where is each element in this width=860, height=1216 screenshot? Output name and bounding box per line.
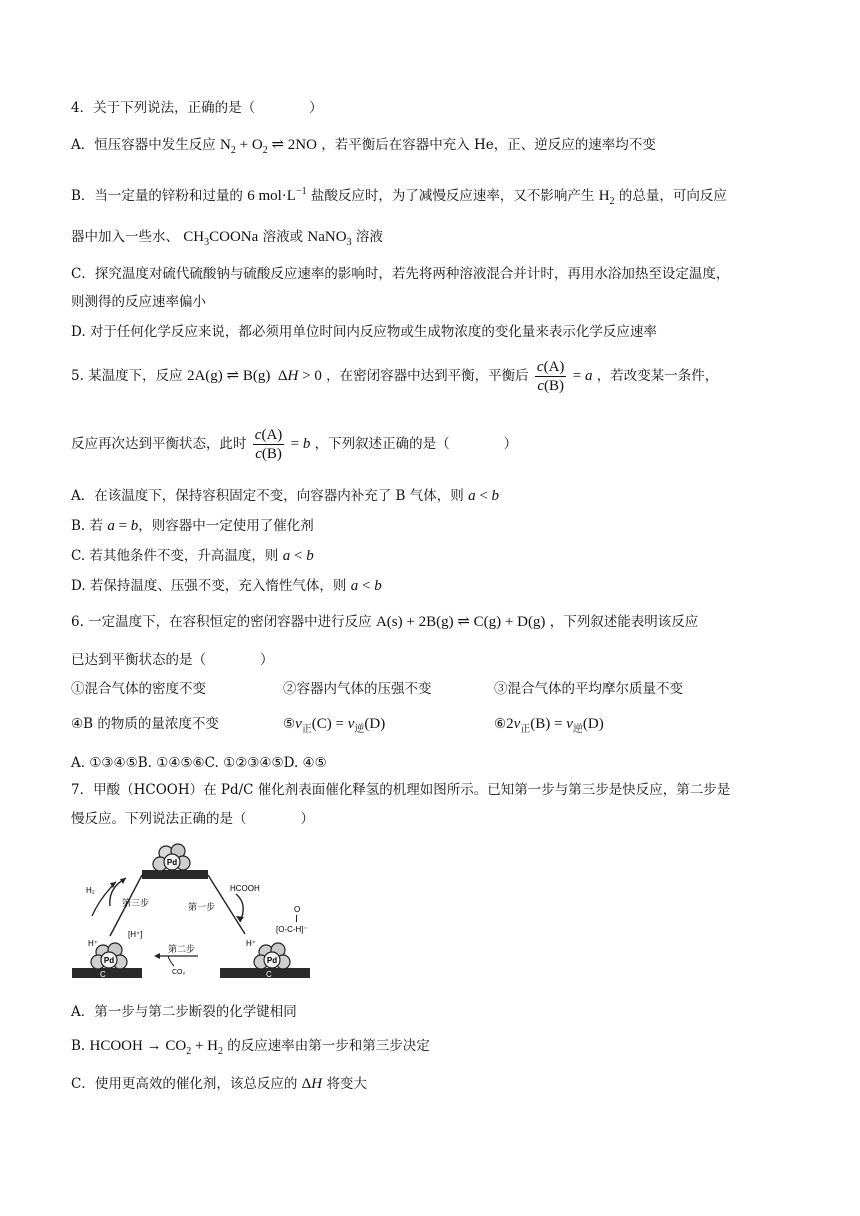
label-ocoh: [O-C-H]⁻ [276, 925, 308, 934]
label-h2: H₂ [86, 886, 95, 895]
q6-stem-cont: 已达到平衡状态的是（ ） [71, 652, 274, 668]
q7-stem: 7．甲酸（HCOOH）在 Pd/C 催化剂表面催化释氢的机理如图所示。已知第一步与第三步是快反应，第二步是 [71, 782, 731, 798]
q7-option-b: B. HCOOH → $CO_2 + H_2$ 的反应速率由第一步和第三步决定 [71, 1038, 430, 1057]
q4-option-c: C．探究温度对硫代硫酸钠与硫酸反应速率的影响时，若先将两种溶液混合并计时，再用水浴加热至设定温度， [71, 266, 730, 282]
q6-option-5: $⑤v_正(C) = v_逆(D)$ [283, 716, 386, 735]
q7-option-c: C．使用更高效的催化剂，该总反应的 ΔH 将变大 [71, 1076, 367, 1092]
q6-answers: A. ①③④⑤B. ①④⑤⑥C. ①②③④⑤D. ④⑤ [71, 755, 327, 771]
q6-options-row2 [71, 714, 791, 736]
q5-option-d: D. 若保持温度、压强不变，充入惰性气体，则 a < b [71, 578, 382, 594]
q4-option-b: B．当一定量的锌粉和过量的 6 $mol\cdot L^{-1}$ 盐酸反应时，为了减慢反应速率，又不影响产生 $H_2$ 的总量，可向反应 [71, 186, 727, 207]
label-step2: 第二步 [168, 945, 196, 955]
q6-option-4: ④B 的物质的量浓度不变 [71, 716, 219, 732]
label-hcooh: HCOOH [230, 884, 260, 893]
svg-text:Pd: Pd [166, 858, 178, 867]
q6-option-3: ③混合气体的平均摩尔质量不变 [494, 681, 683, 697]
q5-stem-cont: 反应再次达到平衡状态，此时 $\frac{c(A)}{c(B)}$ = b ，下列叙述正确的是（ ） [71, 427, 518, 462]
fraction-ca-cb: $\frac{c(A)}{c(B)}$ [536, 359, 565, 394]
q4-option-a: A．恒压容器中发生反应 $N_2 + O_2$ ⇌ 2NO ，若平衡后在容器中充入 He，正、逆反应的速率均不变 [71, 137, 656, 156]
label-step1: 第一步 [188, 903, 216, 913]
label-co2: CO₂ [172, 969, 186, 976]
q5-option-b: B. 若 a = b，则容器中一定使用了催化剂 [71, 518, 314, 534]
q4-option-c-cont: 则测得的反应速率偏小 [71, 294, 206, 310]
q4-option-d: D. 对于任何化学反应来说，都必须用单位时间内反应物或生成物浓度的变化量来表示化学反应速率 [71, 324, 657, 340]
q6-stem: 6. 一定温度下，在容积恒定的密闭容器中进行反应 A(s) + 2B(g) ⇌ C(g) + D(g) ，下列叙述能表明该反应 [71, 614, 699, 630]
q4-stem: 4．关于下列说法，正确的是（ ） [71, 100, 323, 116]
q7-stem-cont: 慢反应。下列说法正确的是（ ） [71, 811, 314, 827]
carbon-support-top [142, 870, 208, 879]
pd-cluster-top [153, 844, 190, 871]
fraction-ca-cb-2: $\frac{c(A)}{c(B)}$ [254, 427, 283, 462]
q5-option-a: A．在该温度下，保持容积固定不变，向容器内补充了 B 气体，则 a < b [71, 488, 500, 504]
q6-options-row1 [71, 679, 791, 699]
label-c-right: C [266, 970, 272, 979]
svg-text:Pd: Pd [266, 956, 278, 965]
svg-text:Pd: Pd [103, 956, 115, 965]
pd-cluster-right [254, 943, 290, 969]
q6-option-6: $⑥2v_正(B) = v_逆(D)$ [494, 716, 604, 735]
mechanism-diagram [70, 838, 322, 988]
q6-option-2: ②容器内气体的压强不变 [283, 681, 432, 697]
q4-option-b-cont: 器中加入一些水、 $CH_3COONa$ 溶液或 NaNO$_3$ 溶液 [71, 229, 383, 248]
carbon-support-right [220, 968, 310, 978]
label-h-right: H⁺ [246, 939, 256, 948]
carbon-support-left [72, 968, 142, 978]
label-h-bracket: [H⁺] [128, 930, 143, 939]
label-h-left: H⁺ [88, 939, 98, 948]
label-o: O [294, 905, 301, 914]
label-c-left: C [100, 970, 106, 979]
q6-option-1: ①混合气体的密度不变 [71, 681, 206, 697]
arrow-h2-release [92, 882, 116, 916]
q5-option-c: C. 若其他条件不变，升高温度，则 a < b [71, 548, 314, 564]
q5-stem: 5. 某温度下，反应 2A(g) ⇌ B(g) ΔH > 0 ，在密闭容器中达到平衡，平衡后 $\frac{c(A)}{c(B)}$ = a ，若改变某一条件， [71, 359, 719, 394]
label-step3: 第三步 [122, 899, 150, 909]
q7-option-a: A．第一步与第二步断裂的化学键相同 [71, 1004, 297, 1020]
